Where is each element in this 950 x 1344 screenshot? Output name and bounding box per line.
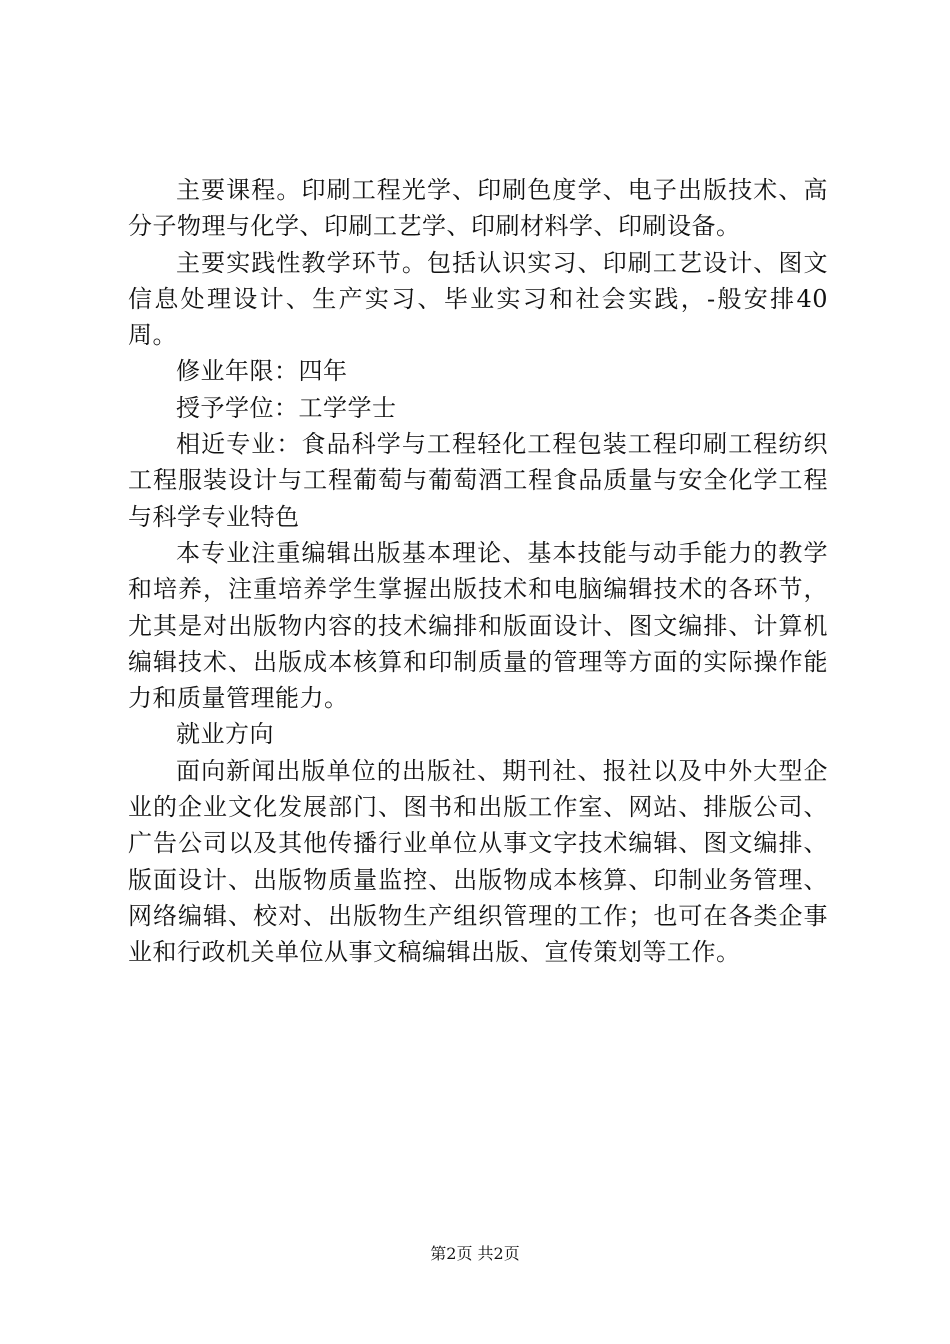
paragraph-career: 面向新闻出版单位的出版社、期刊社、报社以及中外大型企业的企业文化发展部门、图书和出版工作室、网站、排版公司、广告公司以及其他传播行业单位从事文字技术编辑、图文编排、版面设计、出版物质量监控、出版物成本核算、印制业务管理、网络编辑、校对、出版物生产组织管理的工作；也可在各类企事业和行政机关单位从事文稿编辑出版、宣传策划等工作。 (128, 756, 828, 967)
paragraph-study-years: 修业年限：四年 (176, 357, 348, 386)
document-body (128, 172, 828, 971)
paragraph-related-majors: 相近专业：食品科学与工程轻化工程包装工程印刷工程纺织工程服装设计与工程葡萄与葡萄酒工程食品质量与安全化学工程与科学专业特色 (128, 430, 828, 531)
paragraph-features: 本专业注重编辑出版基本理论、基本技能与动手能力的教学和培养，注重培养学生掌握出版技术和电脑编辑技术的各环节，尤其是对出版物内容的技术编排和版面设计、图文编排、计算机编辑技术、出版成本核算和印制质量的管理等方面的实际操作能力和质量管理能力。 (128, 538, 828, 713)
paragraph-degree: 授予学位：工学学士 (176, 393, 397, 422)
page-footer: 第2页 共2页 (430, 1244, 520, 1263)
paragraph-main-courses: 主要课程。印刷工程光学、印刷色度学、电子出版技术、高分子物理与化学、印刷工艺学、印刷材料学、印刷设备。 (128, 176, 828, 241)
paragraph-career-heading: 就业方向 (176, 720, 274, 749)
paragraph-practice: 主要实践性教学环节。包括认识实习、印刷工艺设计、图文信息处理设计、生产实习、毕业实习和社会实践，-般安排40周。 (128, 248, 828, 350)
